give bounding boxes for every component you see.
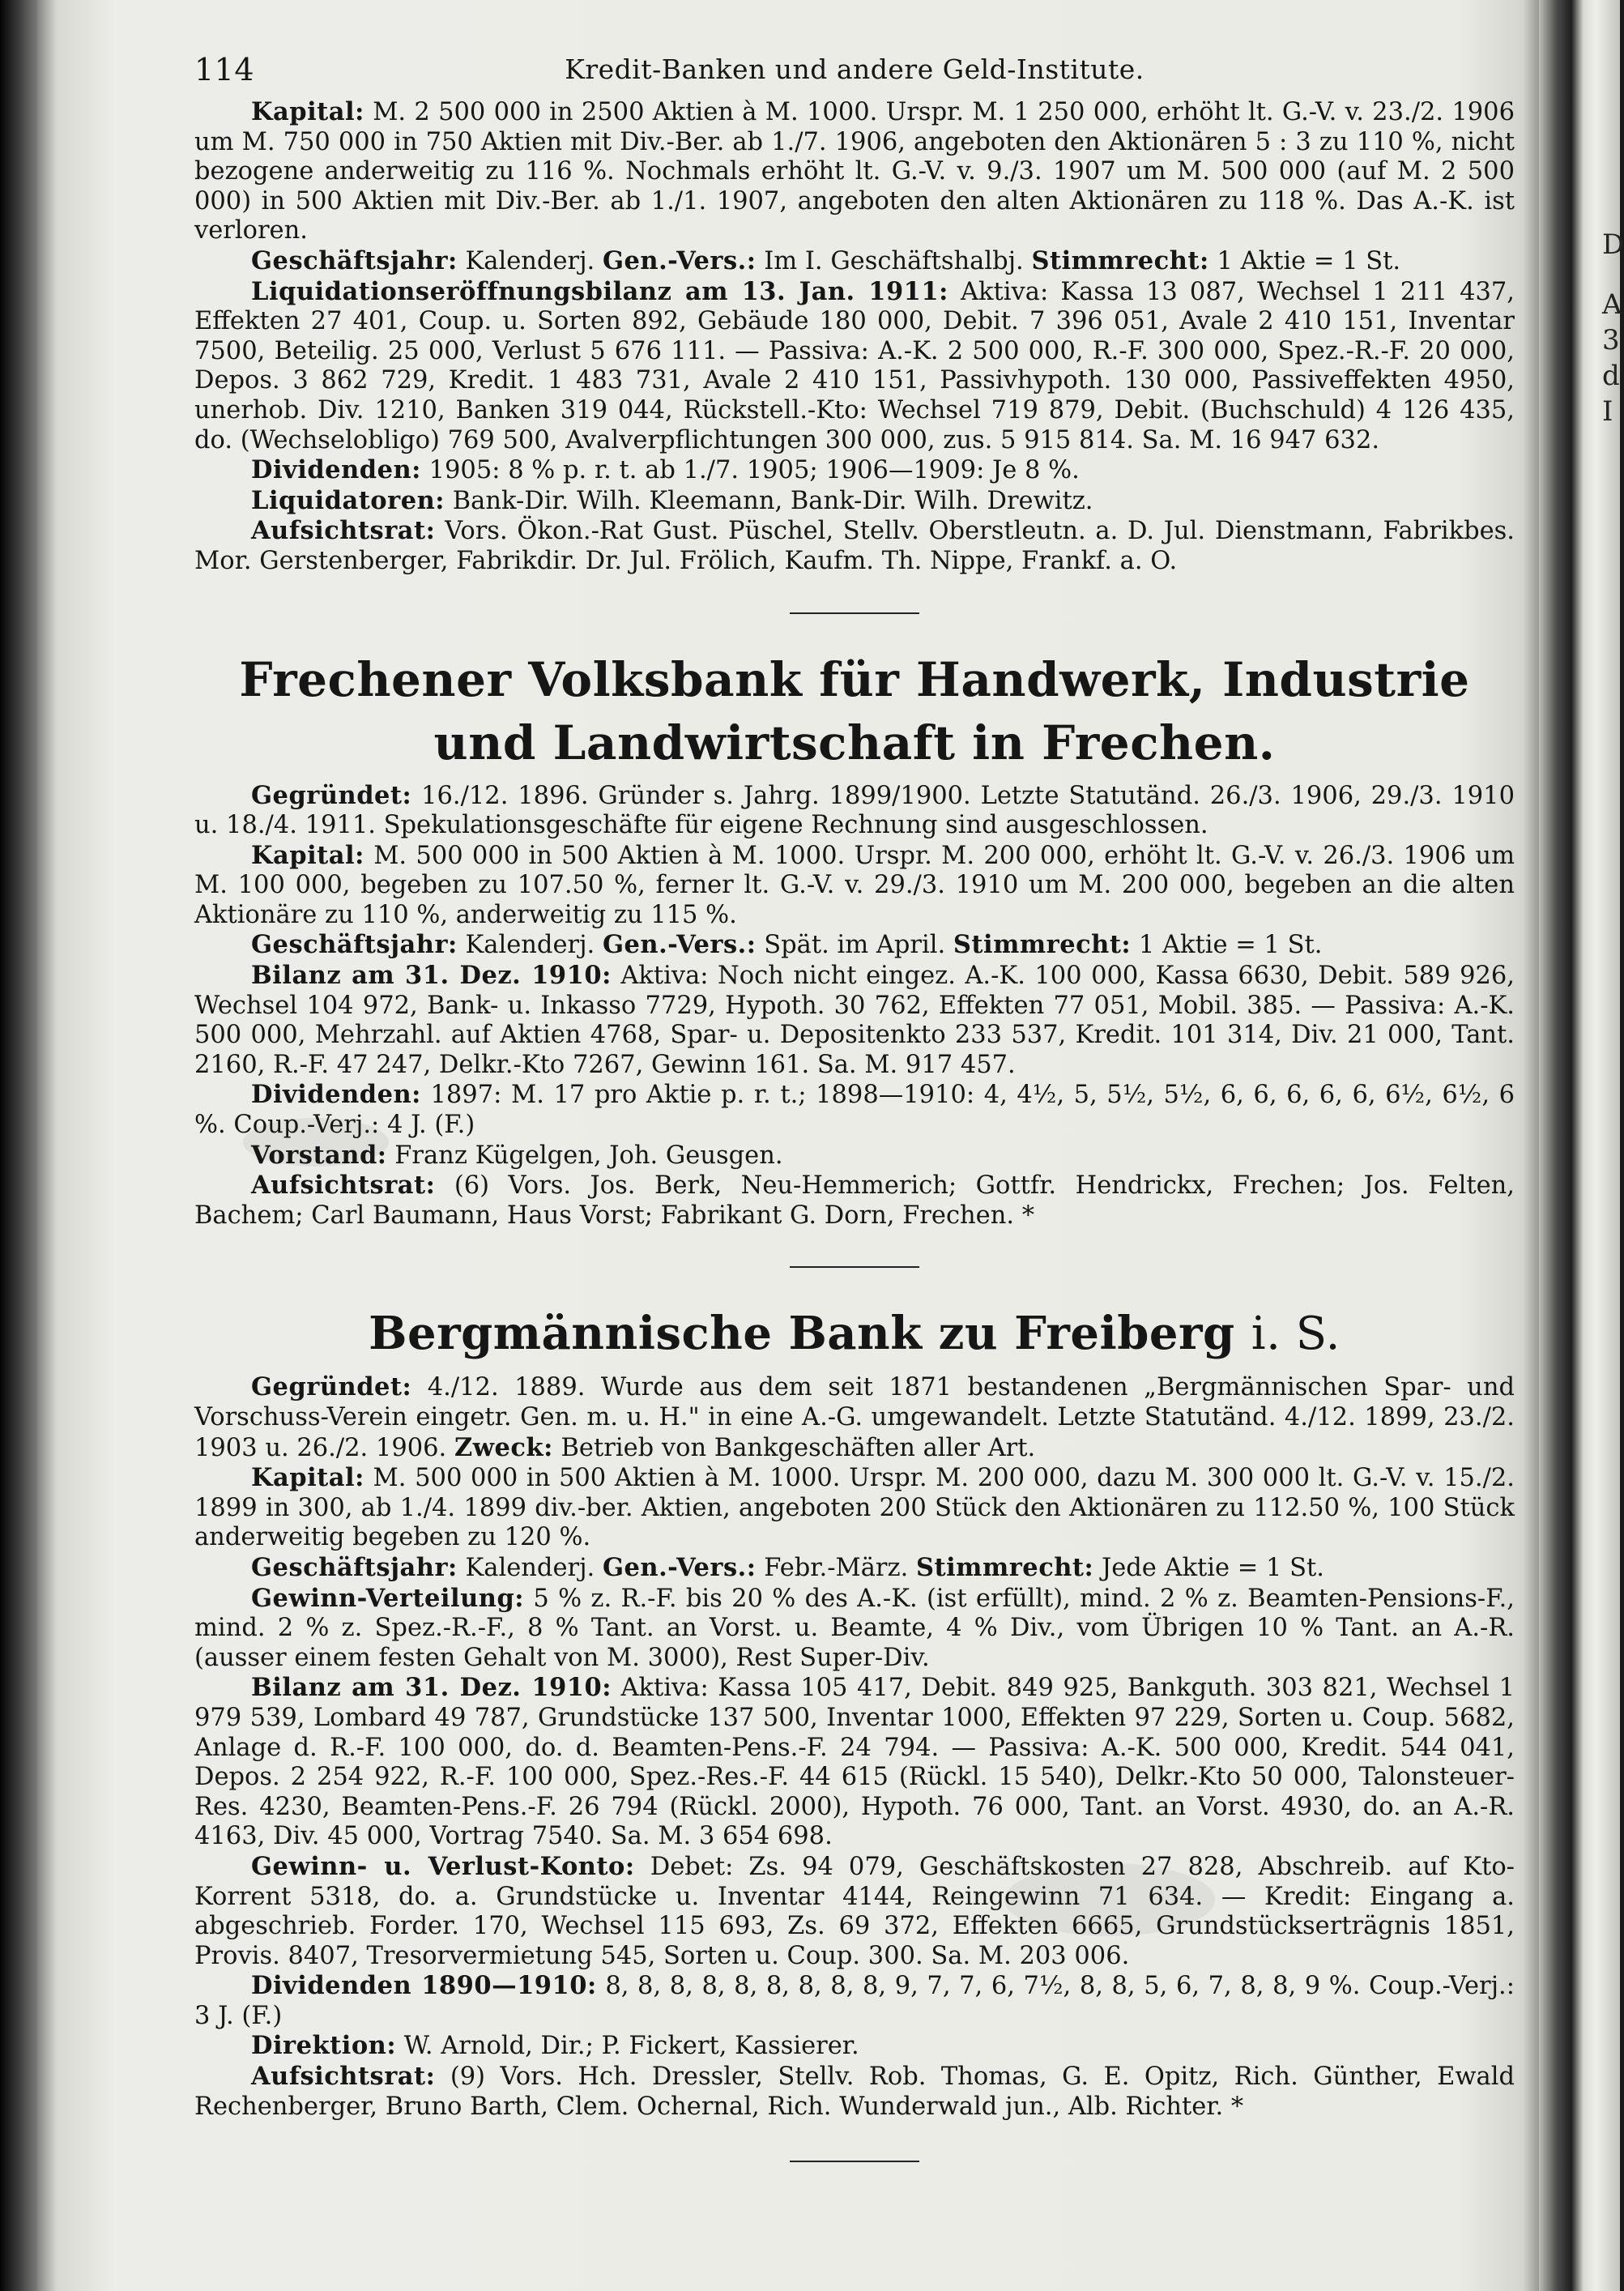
company-title-text: Bergmännische Bank zu Freiberg: [369, 1307, 1235, 1361]
field-label: Dividenden 1890—1910:: [251, 1971, 597, 2001]
field-text: Debet: Zs. 94 079, Geschäftskosten 27 828, Abschreib. auf Kto-Korrent 5318, do. a. Grundstücke u. Inventar 4144, Reingewinn 71 634. — Kredit: Eingang a. abgeschrieb. Forder. 170, Wechsel 115 693, Zs. 69 372, Effekten 6665, Grundstückserträgnis 1851, Provis. 8407, Tresorvermietung 545, Sorten u. Coup. 300. Sa. M. 203 006.: [194, 1852, 1515, 1970]
running-head: [194, 49, 1515, 97]
side-letter: 3: [1602, 324, 1620, 356]
field-text: 1905: 8 % p. r. t. ab 1./7. 1905; 1906—1909: Je 8 %.: [420, 456, 1080, 485]
side-letter: A: [1602, 288, 1622, 321]
field-text: Im I. Geschäftshalbj.: [756, 246, 1032, 275]
entry-paragraph: [194, 1141, 1515, 1171]
field-label: Geschäftsjahr:: [251, 245, 458, 275]
field-text: 8, 8, 8, 8, 8, 8, 8, 8, 8, 9, 7, 7, 6, 7½, 8, 8, 5, 6, 7, 8, 8, 9 %. Coup.-Verj.: 3 J. (F.): [194, 1972, 1515, 2030]
field-text: Spät. im April.: [756, 931, 953, 960]
entry-paragraph: [194, 930, 1515, 961]
field-label: Liquidatoren:: [251, 485, 445, 515]
field-text: 1 Aktie = 1 St.: [1208, 246, 1401, 275]
field-text: Jede Aktie = 1 St.: [1093, 1553, 1324, 1582]
field-label: Kapital:: [251, 97, 364, 126]
field-text: Aktiva: Noch nicht eingez. A.-K. 100 000, Kassa 6630, Debit. 589 926, Wechsel 104 972, Bank- u. Inkasso 7729, Hypoth. 30 762, Effekten 77 051, Mobil. 385. — Passiva: A.-K. 500 000, Mehrzahl. auf Aktien 4768, Spar- u. Depositenkto 233 537, Kredit. 101 314, Div. 21 000, Tant. 2160, R.-F. 47 247, Delkr.-Kto 7267, Gewinn 161. Sa. M. 917 457.: [194, 962, 1515, 1079]
field-label: Geschäftsjahr:: [251, 1552, 458, 1582]
entry-paragraph: [194, 1971, 1515, 2031]
field-label: Bilanz am 31. Dez. 1910:: [251, 961, 612, 991]
entry-paragraph: [194, 1852, 1515, 1971]
field-text: Kalenderj.: [457, 931, 603, 960]
entry-paragraph: [194, 277, 1515, 456]
field-text: 1 Aktie = 1 St.: [1131, 931, 1323, 960]
field-label: Kapital:: [251, 840, 364, 870]
field-label: Aufsichtsrat:: [251, 516, 436, 546]
field-label: Aufsichtsrat:: [251, 1171, 436, 1201]
field-label: Stimmrecht:: [953, 930, 1132, 960]
entry-paragraph: [194, 516, 1515, 576]
field-text: (9) Vors. Hch. Dressler, Stellv. Rob. Thomas, G. E. Opitz, Rich. Günther, Ewald Rechenberger, Bruno Barth, Clem. Ochernal, Rich. Wunderwald jun., Alb. Richter. *: [194, 2063, 1515, 2121]
field-label: Vorstand:: [251, 1140, 387, 1170]
next-page-fragment: [1602, 219, 1624, 428]
page-content: [194, 49, 1515, 2196]
entry-paragraph: [194, 1553, 1515, 1584]
field-text: 4./12. 1889. Wurde aus dem seit 1871 bestandenen „Bergmännischen Spar- und Vorschuss-Verein eingetr. Gen. m. u. H." in eine A.-G. umgewandelt. Letzte Statutänd. 4./12. 1899, 23./2. 1903 u. 26./2. 1906.: [194, 1373, 1515, 1462]
field-label: Gegründet:: [251, 1372, 412, 1402]
field-label: Gen.-Vers.:: [602, 245, 757, 275]
field-text: Aktiva: Kassa 105 417, Debit. 849 925, Bankguth. 303 821, Wechsel 1 979 539, Lombard 49 787, Grundstücke 137 500, Inventar 1000, Effekten 97 229, Sorten u. Coup. 5682, Anlage d. R.-F. 100 000, do. d. Beamten-Pens.-F. 24 794. — Passiva: A.-K. 500 000, Kredit. 544 041, Depos. 2 254 922, R.-F. 100 000, Spez.-Res.-F. 44 615 (Rückl. 15 540), Delkr.-Kto 50 000, Talonsteuer-Res. 4230, Beamten-Pens.-F. 26 794 (Rückl. 2000), Hypoth. 76 000, Tant. an Vorst. 4930, do. an A.-R. 4163, Div. 45 000, Vortrag 7540. Sa. M. 3 654 698.: [194, 1674, 1515, 1851]
entry-paragraph: [194, 781, 1515, 841]
company-title-suffix: i. S.: [1251, 1308, 1341, 1361]
field-label: Aufsichtsrat:: [251, 2062, 436, 2092]
field-label: Stimmrecht:: [915, 1552, 1094, 1582]
field-text: M. 500 000 in 500 Aktien à M. 1000. Urspr. M. 200 000, dazu M. 300 000 lt. G.-V. v. 15./2. 1899 in 300, ab 1./4. 1899 div.-ber. Aktien, angeboten 200 Stück den Aktionären zu 112.50 %, 100 Stück anderweitig begeben zu 120 %.: [194, 1464, 1515, 1552]
entry-paragraph: [194, 1372, 1515, 1463]
entry-paragraph: [194, 1463, 1515, 1553]
section-divider: [790, 1266, 919, 1268]
entry-paragraph: [194, 1584, 1515, 1674]
field-text: Febr.-März.: [756, 1553, 916, 1582]
entry-paragraph: [194, 841, 1515, 931]
field-text: Bank-Dir. Wilh. Kleemann, Bank-Dir. Wilh. Drewitz.: [445, 486, 1093, 515]
field-label: Liquidationseröffnungsbilanz am 13. Jan. 1911:: [251, 276, 948, 306]
entry-paragraph: [194, 2031, 1515, 2062]
field-text: Kalenderj.: [457, 1553, 603, 1582]
entry-paragraph: [194, 1673, 1515, 1852]
field-label: Gewinn- u. Verlust-Konto:: [251, 1851, 635, 1881]
field-text: Betrieb von Bankgeschäften aller Art.: [552, 1433, 1036, 1462]
entry-paragraph: [194, 961, 1515, 1080]
entry-paragraph: [194, 455, 1515, 486]
entries-container: [194, 97, 1515, 2162]
field-text: Vors. Ökon.-Rat Gust. Püschel, Stellv. Oberstleutn. a. D. Jul. Dienstmann, Fabrikbes. Mor. Gerstenberger, Fabrikdir. Dr. Jul. Frölich, Kaufm. Th. Nippe, Frankf. a. O.: [194, 517, 1515, 575]
field-text: Aktiva: Kassa 13 087, Wechsel 1 211 437, Effekten 27 401, Coup. u. Sorten 892, Gebäude 180 000, Debit. 7 396 051, Avale 2 410 151, Inventar 7500, Beteilig. 25 000, Verlust 5 676 111. — Passiva: A.-K. 2 500 000, R.-F. 300 000, Spez.-R.-F. 20 000, Depos. 3 862 729, Kredit. 1 483 731, Avale 2 410 151, Passivhypoth. 130 000, Passiveffekten 4950, unerhob. Div. 1210, Banken 319 044, Rückstell.-Kto: Wechsel 719 879, Debit. (Buchschuld) 4 126 435, do. (Wechselobligo) 769 500, Avalverpflichtungen 300 000, zus. 5 915 814. Sa. M. 16 947 632.: [194, 277, 1515, 454]
entry-paragraph: [194, 1171, 1515, 1231]
field-text: W. Arnold, Dir.; P. Fickert, Kassierer.: [396, 2032, 859, 2061]
entry-paragraph: [194, 246, 1515, 277]
section-divider: [790, 2161, 919, 2162]
entry-paragraph: [194, 1080, 1515, 1140]
company-title: [194, 648, 1515, 774]
book-spine-edge: [0, 0, 37, 2291]
entry-paragraph: [194, 2062, 1515, 2122]
page-number: 114: [194, 52, 255, 87]
side-letter: D: [1602, 228, 1624, 261]
field-label: Dividenden:: [251, 455, 421, 485]
field-text: 16./12. 1896. Gründer s. Jahrg. 1899/1900. Letzte Statutänd. 26./3. 1906, 29./3. 1910 u. 18./4. 1911. Spekulationsgeschäfte für eigene Rechnung sind ausgeschlossen.: [194, 781, 1515, 840]
field-label: Gen.-Vers.:: [602, 1552, 757, 1582]
field-text: 1897: M. 17 pro Aktie p. r. t.; 1898—1910: 4, 4½, 5, 5½, 5½, 6, 6, 6, 6, 6, 6½, 6½, 6 %. Coup.-Verj.: 4 J. (F.): [194, 1081, 1515, 1140]
field-label: Gegründet:: [251, 780, 412, 810]
field-label: Direktion:: [251, 2031, 397, 2061]
section-divider: [790, 612, 919, 614]
field-label: Dividenden:: [251, 1080, 421, 1110]
company-title: [194, 1302, 1515, 1366]
running-title: Kredit-Banken und andere Geld-Institute.: [565, 53, 1144, 85]
company-title-text: Frechener Volksbank für Handwerk, Industrie und Landwirtschaft in Frechen.: [239, 651, 1470, 770]
entry-paragraph: [194, 97, 1515, 246]
field-label: Gewinn-Verteilung:: [251, 1583, 525, 1613]
field-label: Bilanz am 31. Dez. 1910:: [251, 1673, 612, 1703]
field-label: Geschäftsjahr:: [251, 930, 458, 960]
field-label: Stimmrecht:: [1031, 245, 1209, 275]
field-label: Zweck:: [454, 1432, 553, 1462]
field-text: M. 500 000 in 500 Aktien à M. 1000. Urspr. M. 200 000, erhöht lt. G.-V. v. 26./3. 1906 um M. 100 000, begeben zu 107.50 %, ferner lt. G.-V. v. 29./3. 1910 um M. 200 000, begeben an die alten Aktionäre zu 110 %, anderweitig zu 115 %.: [194, 841, 1515, 929]
field-text: M. 2 500 000 in 2500 Aktien à M. 1000. Urspr. M. 1 250 000, erhöht lt. G.-V. v. 23./2. 1906 um M. 750 000 in 750 Aktien mit Div.-Ber. ab 1./7. 1906, angeboten den Aktionären 5 : 3 zu 110 %, nicht bezogene anderweitig zu 116 %. Nochmals erhöht lt. G.-V. v. 9./3. 1907 um M. 500 000 (auf M. 2 500 000) in 500 Aktien mit Div.-Ber. ab 1./1. 1907, angeboten den alten Aktionären zu 118 %. Das A.-K. ist verloren.: [194, 98, 1515, 245]
field-text: Kalenderj.: [457, 246, 603, 275]
field-label: Gen.-Vers.:: [602, 930, 757, 960]
field-text: (6) Vors. Jos. Berk, Neu-Hemmerich; Gottfr. Hendrickx, Frechen; Jos. Felten, Bachem; Carl Baumann, Haus Vorst; Fabrikant G. Dorn, Frechen. *: [194, 1171, 1515, 1230]
field-label: Kapital:: [251, 1463, 364, 1493]
side-letter: d: [1602, 360, 1620, 392]
entry-paragraph: [194, 486, 1515, 517]
field-text: 5 % z. R.-F. bis 20 % des A.-K. (ist erfüllt), mind. 2 % z. Beamten-Pensions-F., mind. 2 % z. Spez.-R.-F., 8 % Tant. an Vorst. u. Beamte, 4 % Div., vom Übrigen 10 % Tant. an A.-R. (ausser einem festen Gehalt von M. 3000), Rest Super-Div.: [194, 1584, 1515, 1672]
field-text: Franz Kügelgen, Joh. Geusgen.: [386, 1141, 783, 1170]
side-letter: I: [1602, 395, 1613, 428]
